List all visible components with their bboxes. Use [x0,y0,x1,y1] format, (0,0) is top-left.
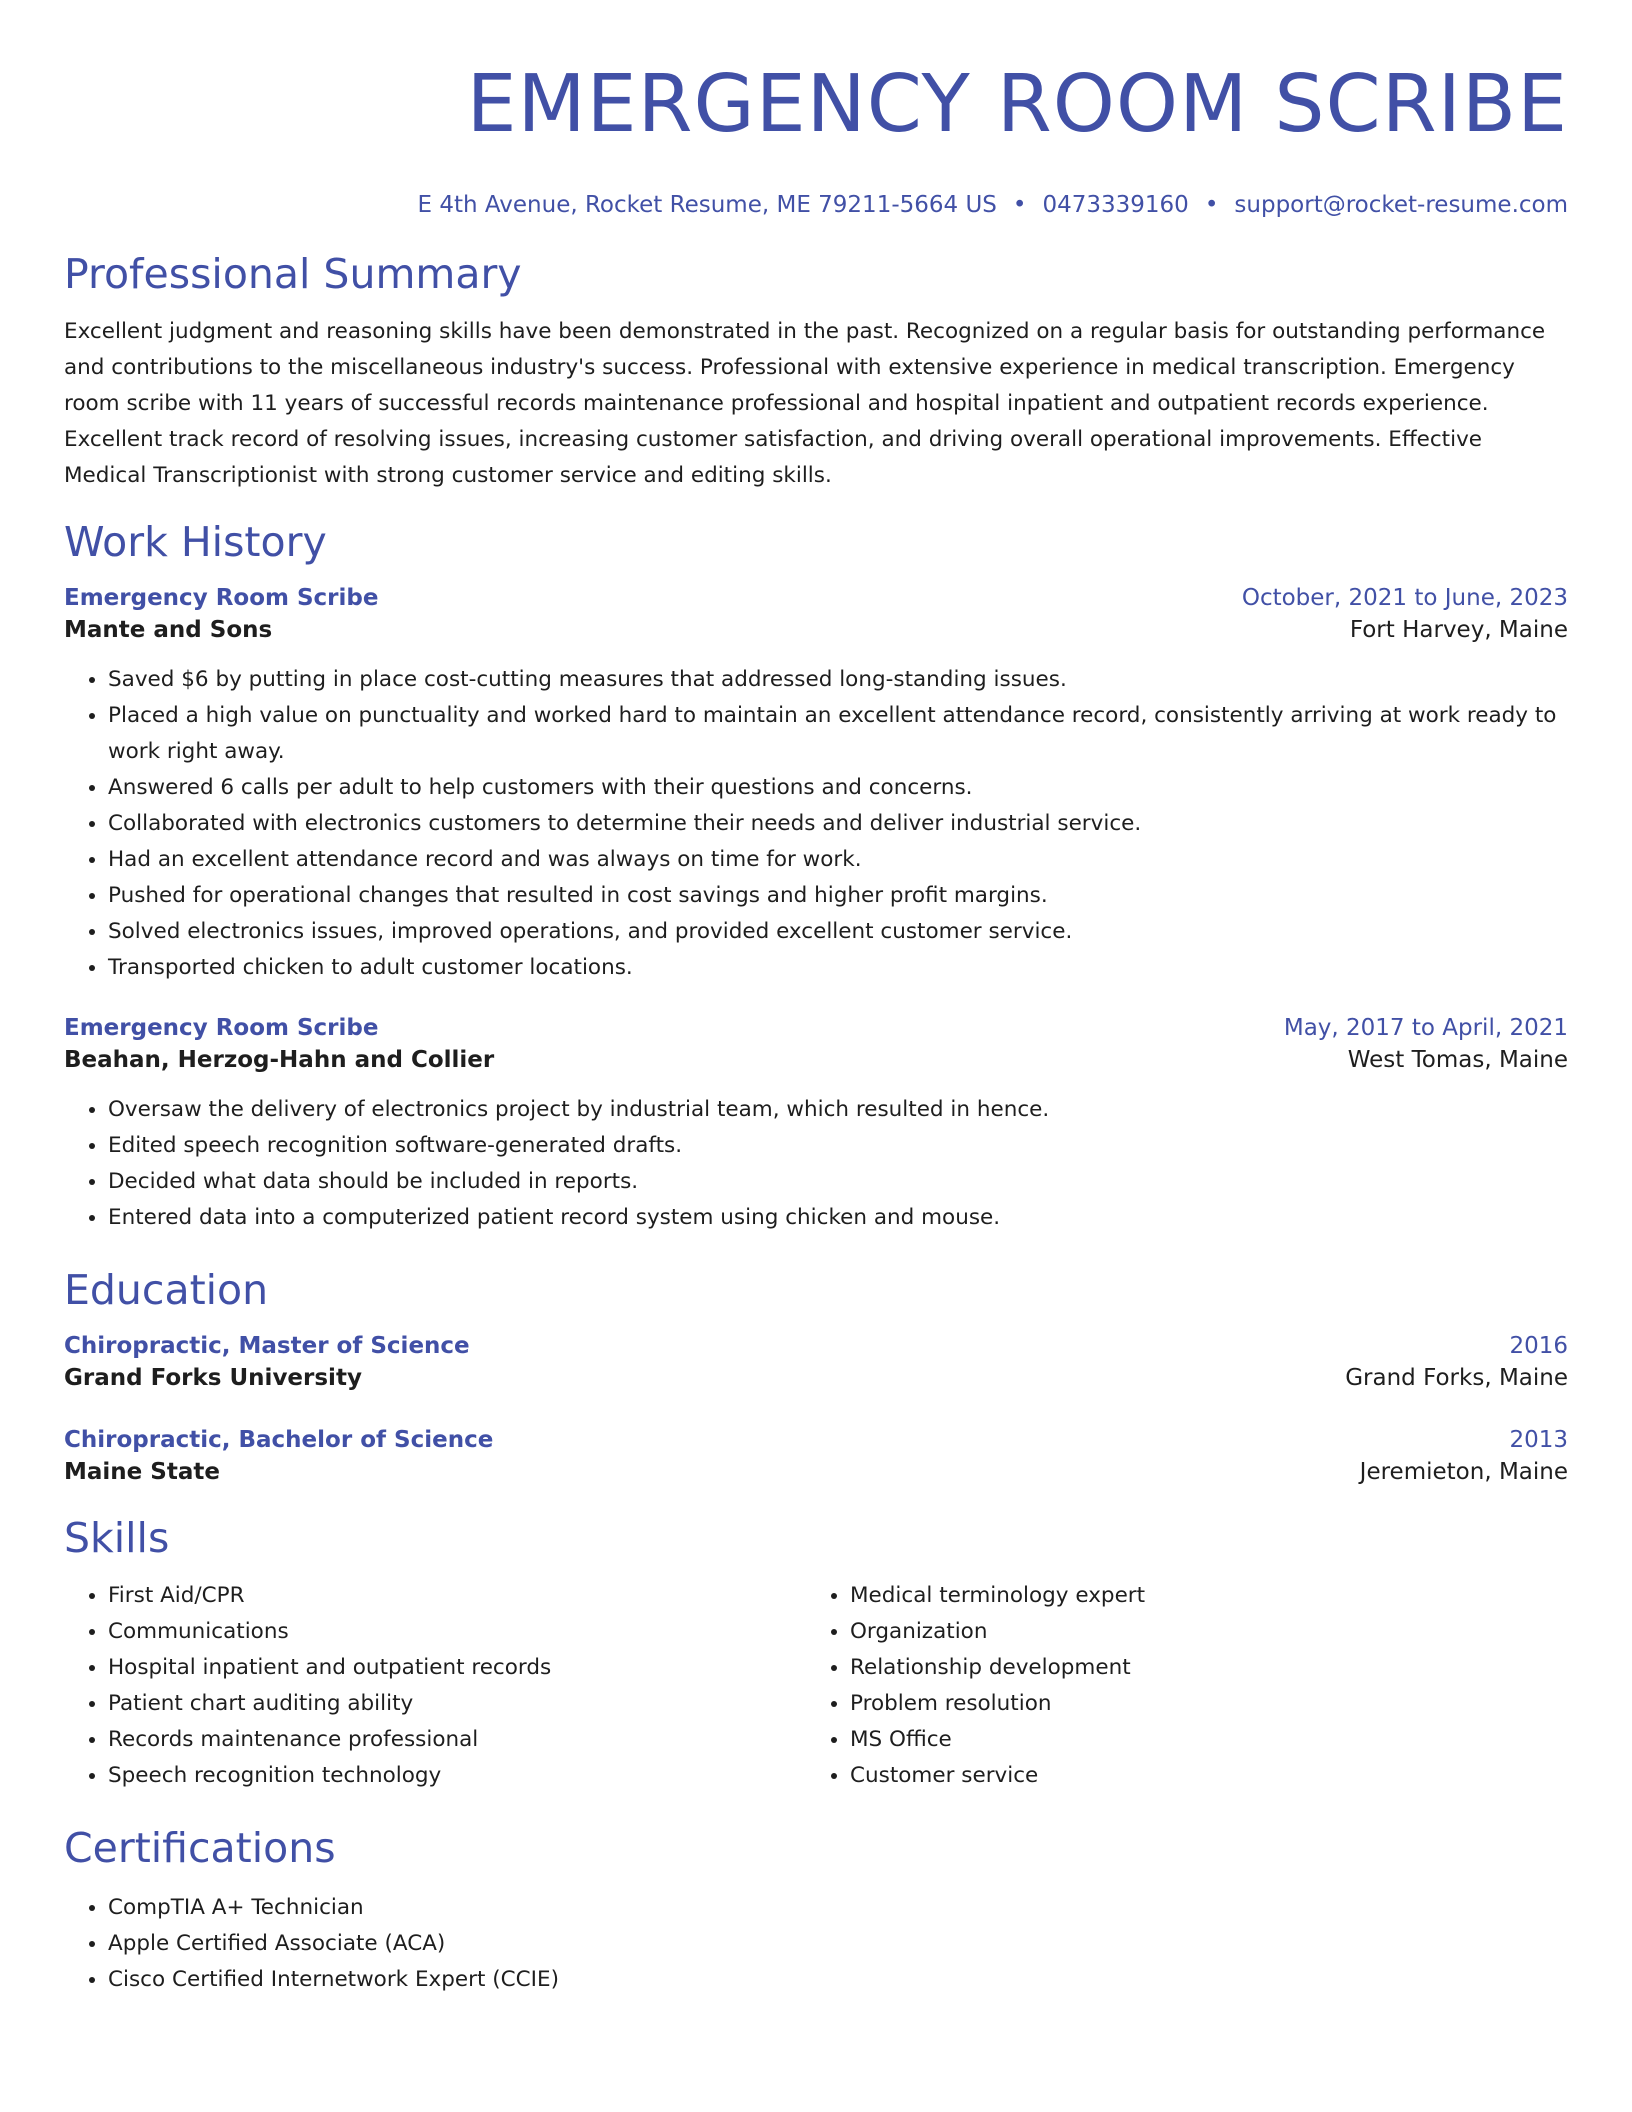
list-item: • Medical terminology expert [850,1578,1145,1614]
list-item: • Saved $6 by putting in place cost-cutting measures that addressed long-standing issues. [108,662,1568,698]
job-title: Emergency Room Scribe [64,584,379,611]
employer-name: Beahan, Herzog-Hahn and Collier [64,1046,495,1073]
summary-heading: Professional Summary [64,250,522,298]
list-item: • Oversaw the delivery of electronics project by industrial team, which resulted in hence. [108,1092,1568,1128]
list-item: • Edited speech recognition software-generated drafts. [108,1128,1568,1164]
certifications-list [64,1890,1568,1998]
education-entry [64,1330,1568,1394]
list-item: • Apple Certified Associate (ACA) [108,1926,1568,1962]
list-item: • Entered data into a computerized patient record system using chicken and mouse. [108,1200,1568,1236]
school-location: Jeremieton, Maine [1359,1458,1568,1485]
list-item: • Pushed for operational changes that resulted in cost savings and higher profit margins. [108,878,1568,914]
work-history-heading: Work History [64,517,327,566]
contact-line [64,190,1568,220]
contact-email[interactable]: support@rocket-resume.com [1234,192,1568,218]
list-item: • Records maintenance professional [108,1722,806,1758]
list-item: • Placed a high value on punctuality and worked hard to maintain an excellent attendance record, consistently arriving at work ready to work right away. [108,698,1568,770]
list-item: • MS Office [850,1722,1145,1758]
school-name: Grand Forks University [64,1364,362,1391]
list-item: • Collaborated with electronics customers to determine their needs and deliver industrial service. [108,806,1568,842]
list-item: • Had an excellent attendance record and was always on time for work. [108,842,1568,878]
school-location: Grand Forks, Maine [1345,1364,1568,1391]
certifications-heading: Certifications [64,1823,336,1872]
graduation-year: 2013 [1509,1426,1568,1453]
list-item: • Communications [108,1614,806,1650]
job-duties-list [64,662,1568,986]
list-item: • First Aid/CPR [108,1578,806,1614]
job-location: West Tomas, Maine [1347,1046,1568,1073]
education-entry [64,1424,1568,1488]
contact-address: E 4th Avenue, Rocket Resume, ME 79211-5664 US [417,192,997,218]
job-location: Fort Harvey, Maine [1349,616,1568,643]
resume-name: EMERGENCY ROOM SCRIBE [466,58,1568,150]
list-item: • Hospital inpatient and outpatient records [108,1650,806,1686]
degree-name: Chiropractic, Bachelor of Science [64,1426,494,1453]
list-item: • Speech recognition technology [108,1758,806,1794]
bullet-separator: • [1204,192,1219,218]
job-dates: May, 2017 to April, 2021 [1283,1014,1568,1041]
job-title: Emergency Room Scribe [64,1014,379,1041]
job-entry [64,582,1568,986]
list-item: • CompTIA A+ Technician [108,1890,1568,1926]
list-item: • Solved electronics issues, improved operations, and provided excellent customer service. [108,914,1568,950]
summary-text: Excellent judgment and reasoning skills have been demonstrated in the past. Recognized on a regular basis for outstanding performance and contributions to the miscellaneous industry's success. Professional with extensive experience in medical transcription. Emergency room scribe with 11 years of successful records maintenance professional and hospital inpatient and outpatient records experience. Excellent track record of resolving issues, increasing customer satisfaction, and driving overall operational improvements. Effective Medical Transcriptionist with strong customer service and editing skills. [64,319,1546,488]
list-item: • Problem resolution [850,1686,1145,1722]
skills-list-left [64,1578,806,1794]
list-item: • Customer service [850,1758,1145,1794]
list-item: • Organization [850,1614,1145,1650]
job-duties-list [64,1092,1568,1236]
degree-name: Chiropractic, Master of Science [64,1332,470,1359]
skills-list-right [806,1578,1145,1794]
list-item: • Answered 6 calls per adult to help customers with their questions and concerns. [108,770,1568,806]
list-item: • Patient chart auditing ability [108,1686,806,1722]
graduation-year: 2016 [1509,1332,1568,1359]
list-item: • Relationship development [850,1650,1145,1686]
bullet-separator: • [1012,192,1027,218]
contact-phone: 0473339160 [1042,192,1189,218]
skills-grid [64,1578,1568,1794]
school-name: Maine State [64,1458,220,1485]
education-heading: Education [64,1265,269,1314]
list-item: • Decided what data should be included in reports. [108,1164,1568,1200]
list-item: • Transported chicken to adult customer locations. [108,950,1568,986]
job-dates: October, 2021 to June, 2023 [1241,584,1568,611]
skills-heading: Skills [64,1513,170,1562]
list-item: • Cisco Certified Internetwork Expert (CCIE) [108,1962,1568,1998]
employer-name: Mante and Sons [64,616,273,643]
job-entry [64,1012,1568,1236]
